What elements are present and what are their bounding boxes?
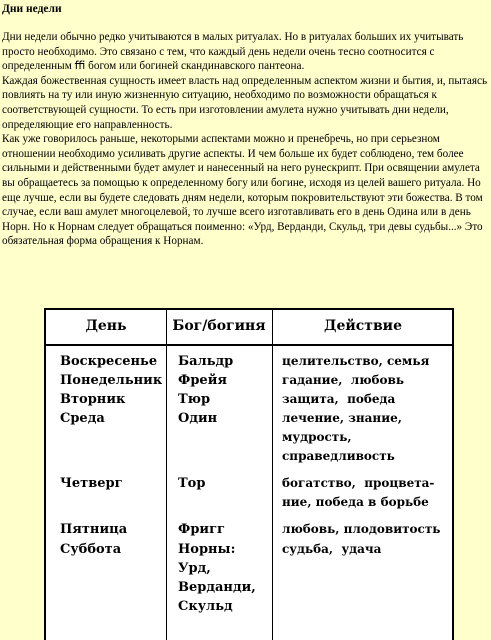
cell-day: Воскресенье — [60, 354, 158, 369]
cell-god: Норны: Урд, Верданди, Скульд — [178, 542, 256, 614]
cell-action: богатство, процвета- ние, победа в борьбе — [282, 476, 435, 509]
cell-day: Понедельник — [60, 373, 163, 388]
cell-god: Бальдр — [178, 354, 234, 369]
cell-god: Тор — [178, 476, 206, 491]
cell-day: Пятница — [60, 522, 128, 537]
cell-god: Фригг — [178, 522, 225, 537]
column-header-action: Действие — [324, 318, 402, 334]
column-divider — [166, 310, 167, 640]
weekday-table — [44, 308, 454, 640]
page-title: Дни недели — [2, 3, 62, 15]
cell-day: Суббота — [60, 542, 122, 557]
cell-god: Фрейя — [178, 373, 227, 388]
cell-action: любовь, плодовитость — [282, 522, 441, 536]
article-text — [2, 30, 488, 249]
column-header-day: День — [85, 318, 127, 334]
cell-action: судьба, удача — [282, 542, 382, 556]
cell-god: Тюр — [178, 392, 211, 407]
cell-god: Один — [178, 411, 218, 426]
paragraph: Дни недели обычно редко учитываются в малых ритуалах. Но в ритуалах больших их учитывать просто необходимо. Это связано с тем, что каждый день недели очень тесно соотносится с определенным ﬃ богом или богиней скандинавского пантеона. — [2, 31, 464, 73]
paragraph: Каждая божественная сущность имеет власть над определенным аспектом жизни и бытия, и, пытаясь повлиять на ту или иную жизненную ситуацию, необходимо по возможности обращаться к соответствующей сущности. То есть при изготовлении амулета нужно учитывать дни недели, определяющие его направленность. — [2, 74, 488, 131]
cell-day: Четверг — [60, 476, 123, 491]
header-divider — [46, 344, 452, 346]
cell-action: защита, победа — [282, 392, 396, 406]
cell-action: лечение, знание, мудрость, справедливость — [282, 411, 402, 463]
cell-day: Среда — [60, 411, 105, 426]
paragraph: Как уже говорилось раньше, некоторыми аспектами можно и пренебречь, но при серьезном отношении необходимо усиливать другие аспекты. И чем больше их будет соблюдено, тем более сильными и действенными будет амулет и нанесенный на него рунескрипт. При освящении амулета вы обращаетесь за помощью к определенному богу или богине, исходя из целей вашего ритуала. Но еще лучше, если вы будете следовать дням недели, которым покровительствуют эти божества. В том случае, если ваш амулет многоцелевой, то лучше всего изготавливать его в день Одина или в день Норн. Но к Норнам следует обращаться поименно: «Урд, Верданди, Скульд, три девы судьбы...» Это обязательная форма обращения к Норнам. — [2, 133, 483, 248]
cell-action: гадание, любовь — [282, 373, 405, 387]
column-header-god: Бог/богиня — [172, 318, 266, 334]
column-divider — [272, 310, 273, 640]
cell-day: Вторник — [60, 392, 126, 407]
cell-action: целительство, семья — [282, 354, 430, 368]
